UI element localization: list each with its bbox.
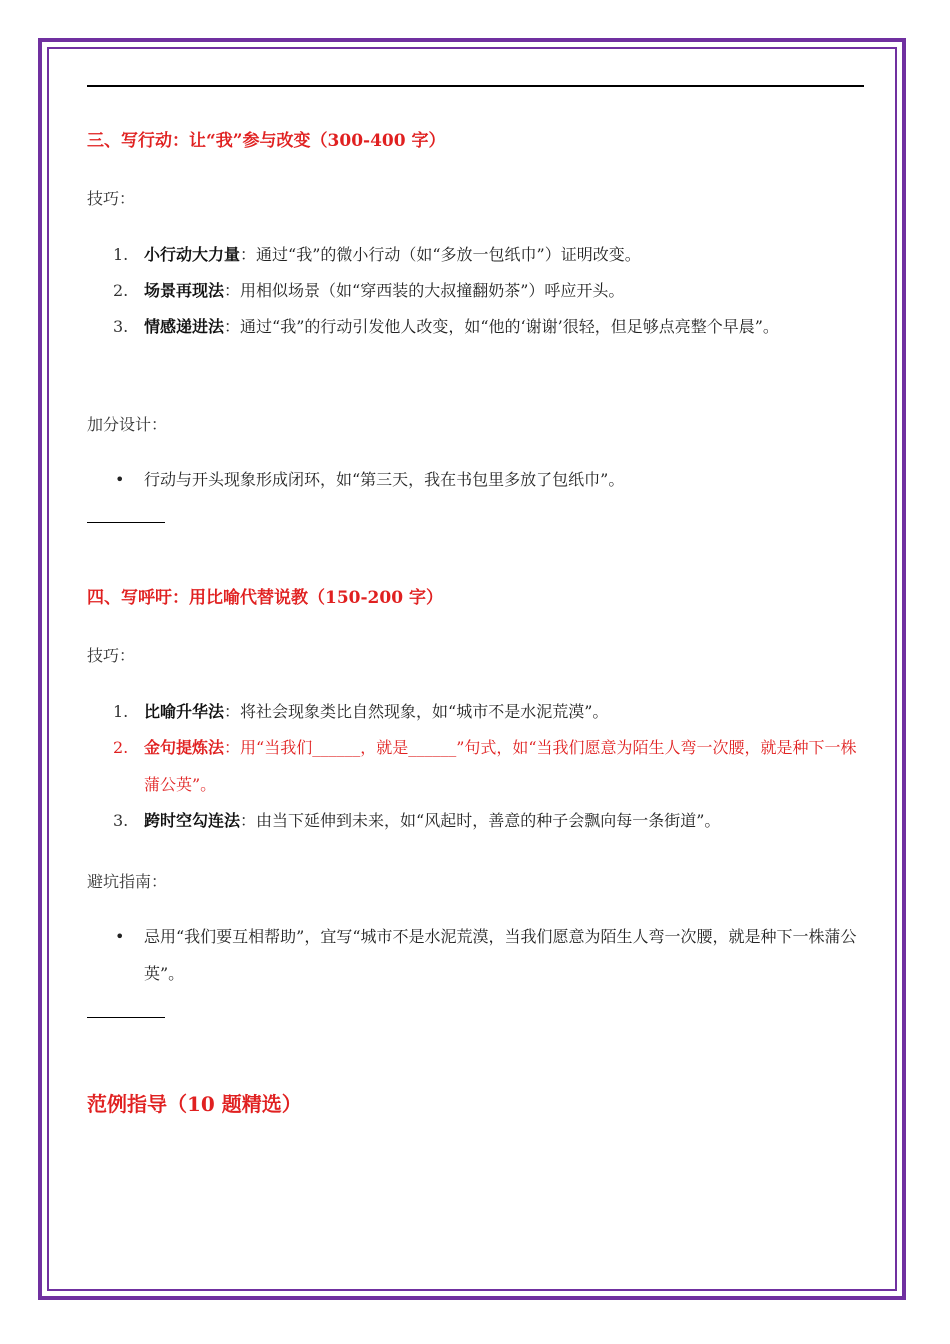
- item-keyword: 比喻升华法: [144, 702, 225, 721]
- section-divider: [87, 1017, 165, 1018]
- section3-item-1: [87, 236, 867, 273]
- item-keyword: 情感递进法: [144, 317, 225, 336]
- item-text: ：通过“我”的行动引发他人改变，如“他的‘谢谢’很轻，但足够点亮整个早晨”。: [224, 317, 779, 336]
- item-text: ：通过“我”的微小行动（如“多放一包纸巾”）证明改变。: [240, 245, 641, 264]
- bullet-dot: •: [115, 470, 125, 489]
- section4-avoid-label: 避坑指南：: [87, 872, 168, 891]
- item-text: ：用相似场景（如“穿西装的大叔撞翻奶茶”）呼应开头。: [224, 281, 625, 300]
- list-number: 3.: [113, 811, 129, 830]
- list-number: 2.: [113, 738, 129, 757]
- section3-tips-label: 技巧：: [87, 189, 136, 208]
- examples-heading: 范例指导（10 题精选）: [87, 1092, 302, 1116]
- item-keyword: 跨时空勾连法: [144, 811, 241, 830]
- section4-item-1: [87, 693, 867, 730]
- list-number: 3.: [113, 317, 129, 336]
- section4-bullet-1: [87, 918, 867, 992]
- section4-heading: 四、写呼吁：用比喻代替说教（150-200 字）: [87, 588, 443, 608]
- section-divider: [87, 522, 165, 523]
- section3-item-3: [87, 308, 867, 345]
- bullet-text: 忌用“我们要互相帮助”，宜写“城市不是水泥荒漠，当我们愿意为陌生人弯一次腰，就是种下一株蒲公英”。: [144, 927, 857, 983]
- section3-item-2: [87, 272, 867, 309]
- section4-item-2: [87, 729, 867, 803]
- section4-tips-label: 技巧：: [87, 646, 136, 665]
- bullet-dot: •: [115, 927, 125, 946]
- item-text: ：由当下延伸到未来，如“风起时，善意的种子会飘向每一条街道”。: [240, 811, 721, 830]
- item-keyword: 小行动大力量: [144, 245, 241, 264]
- item-keyword: 场景再现法: [144, 281, 225, 300]
- item-text: ：将社会现象类比自然现象，如“城市不是水泥荒漠”。: [224, 702, 609, 721]
- section3-heading: 三、写行动：让“我”参与改变（300-400 字）: [87, 131, 446, 151]
- list-number: 2.: [113, 281, 129, 300]
- bullet-text: 行动与开头现象形成闭环，如“第三天，我在书包里多放了包纸巾”。: [144, 470, 625, 489]
- list-number: 1.: [113, 702, 129, 721]
- section3-bullet-1: [87, 461, 867, 498]
- item-text: ：用“当我们______，就是______”句式，如“当我们愿意为陌生人弯一次腰，就是种下一株蒲公英”。: [144, 738, 857, 794]
- list-number: 1.: [113, 245, 129, 264]
- top-divider: [87, 85, 864, 87]
- section4-item-3: [87, 802, 867, 839]
- section3-bonus-label: 加分设计：: [87, 415, 168, 434]
- item-keyword: 金句提炼法: [144, 738, 225, 757]
